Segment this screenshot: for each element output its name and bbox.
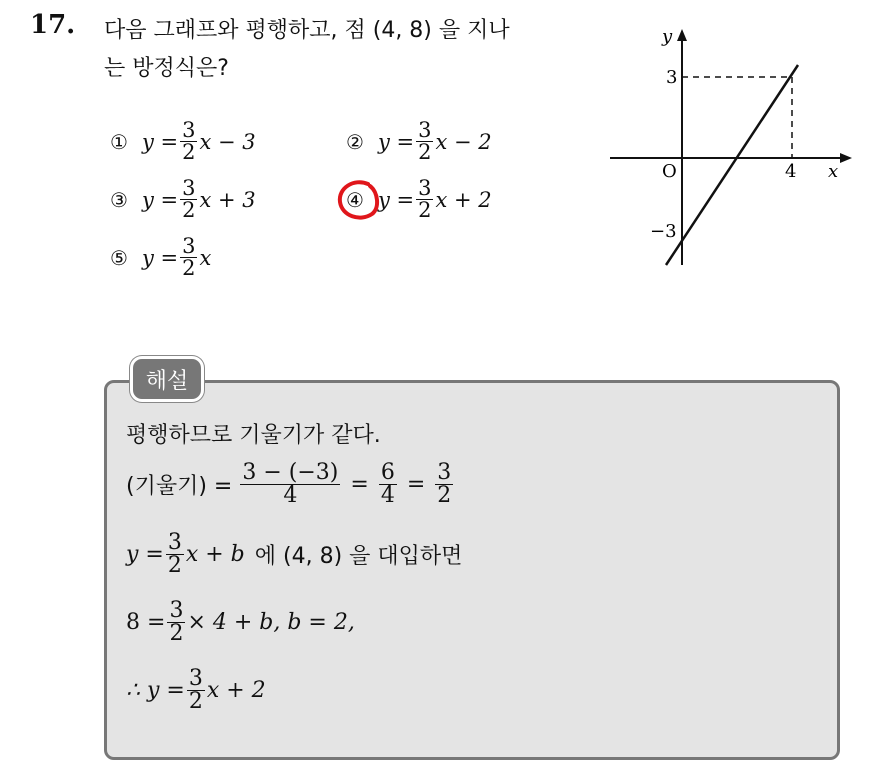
question-line-1: 다음 그래프와 평행하고, 점 (4, 8) 을 지나 bbox=[104, 18, 510, 43]
equation-lhs: 8 = bbox=[126, 610, 166, 635]
slope-label: (기울기) = bbox=[126, 474, 233, 499]
choice-3[interactable] bbox=[110, 178, 256, 221]
choice-rest: x + 2 bbox=[435, 187, 492, 212]
question-number: 17. bbox=[30, 10, 76, 40]
denominator: 2 bbox=[418, 198, 432, 222]
equation-rest: × 4 + b, b = 2, bbox=[187, 610, 355, 635]
denominator: 2 bbox=[182, 140, 196, 164]
line-graph bbox=[600, 25, 860, 275]
choice-lhs: y = bbox=[141, 187, 179, 212]
answer-mark-circle bbox=[334, 176, 384, 226]
choice-rest: x − 2 bbox=[435, 129, 492, 154]
fraction bbox=[187, 668, 205, 713]
x-tick: 4 bbox=[785, 161, 797, 182]
choice-number: ① bbox=[110, 129, 128, 154]
denominator: 4 bbox=[283, 483, 298, 508]
choice-2[interactable] bbox=[346, 120, 492, 163]
choice-number: ② bbox=[346, 129, 364, 154]
numerator: 3 bbox=[182, 234, 196, 258]
solution-line-1: 평행하므로 기울기가 같다. bbox=[126, 423, 381, 448]
solution-tag: 해설 bbox=[130, 356, 204, 402]
numerator: 3 bbox=[169, 598, 184, 623]
x-axis-label: x bbox=[828, 161, 839, 182]
denominator: 2 bbox=[182, 256, 196, 280]
denominator: 2 bbox=[167, 553, 182, 578]
choice-fraction bbox=[416, 178, 433, 221]
solution-line-3 bbox=[126, 532, 462, 577]
solution-line-4 bbox=[126, 600, 355, 645]
choice-fraction bbox=[180, 236, 197, 279]
origin-label: O bbox=[662, 161, 677, 182]
denominator: 2 bbox=[182, 198, 196, 222]
choice-lhs: y = bbox=[141, 245, 179, 270]
choice-number: ⑤ bbox=[110, 245, 128, 270]
fraction bbox=[435, 462, 453, 507]
choice-rest: x bbox=[199, 245, 212, 270]
fraction bbox=[166, 532, 184, 577]
numerator: 3 bbox=[188, 666, 203, 691]
x-axis-arrow bbox=[840, 153, 852, 163]
choice-lhs: y = bbox=[141, 129, 179, 154]
y-tick-bottom: −3 bbox=[650, 221, 677, 242]
fraction bbox=[379, 462, 397, 507]
choice-lhs: y = bbox=[377, 129, 415, 154]
equation-rest: x + 2 bbox=[206, 678, 266, 703]
numerator: 6 bbox=[380, 460, 395, 485]
numerator: 3 bbox=[182, 118, 196, 142]
denominator: 2 bbox=[418, 140, 432, 164]
equals-sign: = bbox=[350, 472, 369, 497]
denominator: 2 bbox=[437, 483, 452, 508]
equals-sign: = bbox=[406, 472, 426, 497]
choice-rest: x − 3 bbox=[199, 129, 256, 154]
denominator: 4 bbox=[380, 483, 395, 508]
numerator: 3 bbox=[418, 118, 432, 142]
y-tick-top: 3 bbox=[666, 67, 678, 88]
numerator: 3 bbox=[418, 176, 432, 200]
choice-number: ③ bbox=[110, 187, 128, 212]
denominator: 2 bbox=[169, 621, 184, 646]
numerator: 3 bbox=[182, 176, 196, 200]
choice-rest: x + 3 bbox=[199, 187, 256, 212]
question-text bbox=[104, 12, 604, 88]
solution-line-5 bbox=[126, 668, 266, 713]
question-line-2: 는 방정식은? bbox=[104, 56, 229, 81]
equation-rest: x + b bbox=[185, 542, 245, 567]
y-axis-label: y bbox=[662, 26, 673, 47]
numerator: 3 bbox=[167, 530, 182, 555]
choice-fraction bbox=[180, 178, 197, 221]
choice-fraction bbox=[416, 120, 433, 163]
choice-fraction bbox=[180, 120, 197, 163]
numerator: 3 − (−3) bbox=[242, 460, 339, 485]
choice-5[interactable] bbox=[110, 236, 211, 279]
fraction bbox=[240, 462, 340, 507]
numerator: 3 bbox=[437, 460, 452, 485]
fraction bbox=[167, 600, 185, 645]
solution-line-2 bbox=[126, 462, 455, 507]
equation-lhs: ∴ y = bbox=[126, 678, 185, 703]
denominator: 2 bbox=[188, 689, 203, 714]
choice-1[interactable] bbox=[110, 120, 256, 163]
equation-lhs: y = bbox=[126, 542, 164, 567]
graph-line bbox=[666, 65, 798, 265]
choice-number: ④ bbox=[346, 187, 364, 212]
substitute-text: 에 (4, 8) 을 대입하면 bbox=[254, 544, 463, 569]
y-axis-arrow bbox=[677, 29, 687, 41]
choice-lhs: y = bbox=[377, 187, 415, 212]
